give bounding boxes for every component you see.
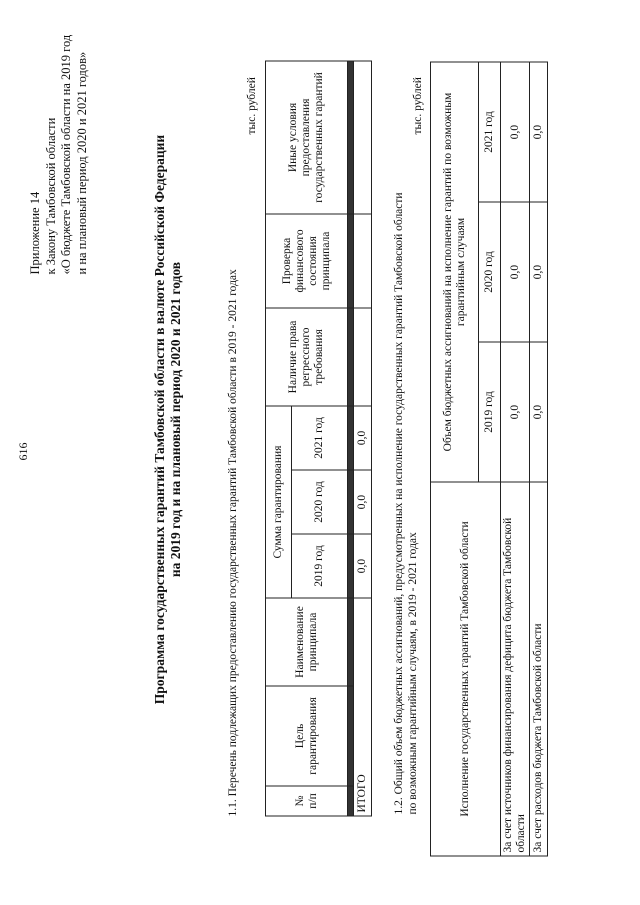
header-2020: 2020 год: [292, 470, 348, 534]
total-2020: 0,0: [354, 470, 372, 534]
header-execution: Исполнение государственных гарантий Тамбовской области: [431, 482, 501, 856]
guarantees-table: [265, 60, 372, 816]
header-check: Проверка финансового состояния принципала: [266, 214, 348, 308]
document-title: [152, 25, 184, 815]
table-row: [530, 62, 548, 856]
empty-cell: [354, 214, 372, 308]
section2-unit: тыс. рублей: [412, 77, 424, 135]
header-num: № п/п: [266, 786, 348, 816]
appendix-line: Приложение 14: [28, 191, 42, 275]
appendix-line: и на плановый период 2020 и 2021 годов»: [74, 51, 89, 275]
empty-cell: [354, 308, 372, 406]
appropriations-table: [430, 62, 548, 857]
caption-line: по возможным гарантийным случаям, в 2019 - 2021 годах: [407, 532, 419, 815]
section1-unit: тыс. рублей: [246, 77, 258, 135]
row-2019: 0,0: [530, 342, 548, 482]
header-sum-group: Сумма гарантирования: [266, 406, 292, 598]
row-label: За счет расходов бюджета Тамбовской области: [530, 482, 548, 856]
header-volume-group: Объем бюджетных ассигнований на исполнение гарантий по возможным гарантийным случаям: [431, 62, 479, 482]
row-2021: 0,0: [501, 62, 530, 202]
title-line: Программа государственных гарантий Тамбовской области в валюте Российской Федерации: [152, 134, 167, 705]
header-2021: 2021 год: [479, 62, 501, 202]
row-2020: 0,0: [530, 202, 548, 342]
section1-caption: 1.1. Перечень подлежащих предоставлению государственных гарантий Тамбовской области в 2019 - 2021 годах: [227, 269, 239, 817]
total-2021: 0,0: [354, 406, 372, 470]
appendix-line: к Закону Тамбовской области: [43, 117, 58, 275]
empty-cell: [354, 61, 372, 214]
row-2020: 0,0: [501, 202, 530, 342]
header-2020: 2020 год: [479, 202, 501, 342]
header-regress: Наличие права регрессного требования: [266, 308, 348, 406]
appendix-note: [28, 5, 90, 275]
header-goal: Цель гарантирования: [266, 686, 348, 786]
title-line: на 2019 год и на плановый период 2020 и 2021 годов: [168, 261, 183, 578]
header-principal: Наименование принципала: [266, 598, 348, 686]
row-2021: 0,0: [530, 62, 548, 202]
row-label: За счет источников финансирования дефицита бюджета Тамбовской области: [501, 482, 530, 856]
header-2019: 2019 год: [292, 534, 348, 598]
caption-line: 1.2. Общий объем бюджетных ассигнований, предусмотренных на исполнение государственных гарантий Тамбовской области: [393, 192, 405, 815]
appendix-line: «О бюджете Тамбовской области на 2019 год: [59, 34, 73, 275]
header-2021: 2021 год: [292, 406, 348, 470]
page-number: 616: [16, 442, 30, 461]
section2-caption: [392, 63, 420, 815]
table-row: [501, 62, 530, 856]
row-2019: 0,0: [501, 342, 530, 482]
total-2019: 0,0: [354, 534, 372, 598]
header-2019: 2019 год: [479, 342, 501, 482]
table-row: [354, 61, 372, 816]
header-other: Иные условия предоставления государственных гарантий: [266, 61, 348, 214]
total-label: ИТОГО: [354, 598, 372, 816]
